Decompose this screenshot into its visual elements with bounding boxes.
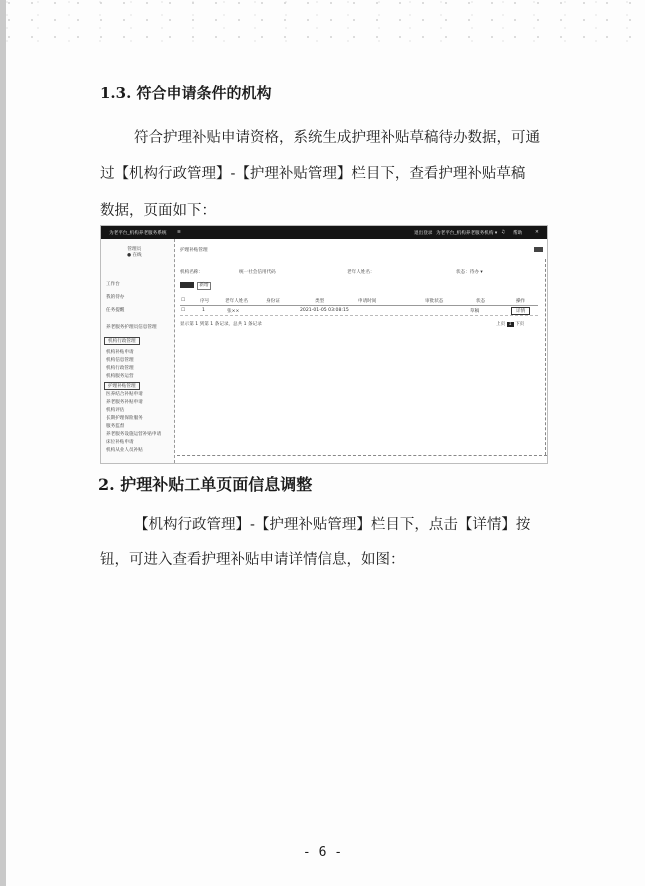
user-status: ● 在线 [127, 253, 142, 258]
sidebar-item-admin[interactable]: 机构行政管理 [104, 337, 140, 345]
sidebar-item-org-info[interactable]: 机构信息管理 [106, 358, 134, 363]
divider [545, 259, 546, 455]
header-seq: 序号 [200, 299, 210, 304]
sidebar-item-org-admin[interactable]: 机构行政管理 [106, 366, 134, 371]
help-link[interactable]: 帮助 [513, 231, 523, 236]
sidebar [101, 239, 175, 463]
sidebar-item-supervision[interactable]: 服务监督 [106, 424, 125, 429]
page-1-button[interactable]: 1 [508, 322, 512, 327]
row-checkbox[interactable]: ☐ [181, 308, 186, 313]
pagination [496, 321, 524, 327]
divider [177, 455, 547, 456]
next-page-button[interactable]: 下页 [515, 322, 525, 327]
toolbar-button[interactable] [534, 247, 543, 252]
filter-org-name: 机构名称： [180, 270, 203, 275]
paragraph-line: 符合护理补贴申请资格，系统生成护理补贴草稿待办数据，可通 [134, 130, 540, 146]
filter-elder-name: 老年人姓名： [347, 270, 375, 275]
header-status: 状态 [476, 299, 486, 304]
table-row [180, 307, 538, 316]
header-approval: 审批状态 [425, 299, 444, 304]
sidebar-item-reminder[interactable]: 任务提醒 [106, 308, 125, 313]
header-type: 类型 [315, 299, 325, 304]
main-panel [177, 239, 547, 463]
header-name: 老年人姓名 [225, 299, 248, 304]
prev-page-button[interactable]: 上页 [496, 322, 506, 327]
cell-status: 草稿 [470, 309, 480, 314]
sidebar-item-caregiver-info[interactable]: 养老服务护理员信息管理 [106, 325, 157, 330]
logout-link[interactable]: 退出登录 [414, 231, 433, 236]
app-topbar [101, 226, 547, 239]
app-title: 为老平台_机构养老服务系统 [109, 231, 167, 236]
sidebar-item-assessment[interactable]: 机构评估 [106, 408, 125, 413]
tab-nursing-subsidy[interactable]: 护理补贴管理 [180, 248, 208, 253]
sidebar-item-service-subsidy[interactable]: 养老服务补贴申请 [106, 400, 143, 405]
sidebar-item-subsidy-apply[interactable]: 机构补贴申请 [106, 350, 134, 355]
section-heading-1-3: 1.3. 符合申请条件的机构 [100, 84, 272, 102]
header-action: 操作 [516, 299, 526, 304]
sidebar-item-medical-subsidy[interactable]: 医养结合补贴申请 [106, 392, 143, 397]
close-icon[interactable]: ✕ [535, 230, 539, 235]
sidebar-item-todo[interactable]: 我的待办 [106, 295, 125, 300]
sidebar-item-staff-subsidy[interactable]: 机构从业人员补贴 [106, 448, 143, 453]
header-idcard: 身份证 [266, 299, 280, 304]
header-apply-time: 申请时间 [358, 299, 377, 304]
search-button[interactable] [180, 282, 194, 288]
paragraph-line: 数据，页面如下： [100, 203, 216, 219]
menu-icon[interactable]: ≡ [177, 230, 181, 235]
sidebar-item-facility-subsidy[interactable]: 养老服务设施运营补贴申请 [106, 432, 162, 437]
cell-name: 张×× [227, 309, 240, 314]
unit-selector[interactable]: 为老平台_机构养老服务机构 ▾ [436, 231, 498, 236]
sidebar-item-insurance[interactable]: 长期护理保险服务 [106, 416, 143, 421]
cell-seq: 1 [202, 308, 205, 313]
scan-left-edge [0, 0, 6, 886]
section-heading-2: 2. 护理补贴工单页面信息调整 [98, 475, 313, 494]
user-role: 管理员 [127, 247, 142, 252]
paragraph-line: 钮，可进入查看护理补贴申请详情信息，如图： [100, 552, 405, 568]
paragraph-line: 过【机构行政管理】-【护理补贴管理】栏目下，查看护理补贴草稿 [100, 166, 526, 182]
table-header [180, 297, 538, 306]
cell-created: 2021-01-05 03:08:15 [300, 308, 349, 313]
filter-credit-code[interactable]: 统一社会信用代码 [239, 270, 276, 275]
page-number: - 6 - [302, 845, 343, 860]
scan-noise [6, 0, 645, 48]
detail-button[interactable]: 详情 [511, 307, 530, 315]
add-button[interactable]: 新增 [197, 282, 211, 290]
user-info [127, 247, 142, 259]
sidebar-item-workbench[interactable]: 工作台 [106, 282, 120, 287]
select-all-checkbox[interactable]: ☐ [181, 298, 186, 303]
sidebar-item-nursing-subsidy[interactable]: 护理补贴管理 [104, 382, 140, 390]
notification-icon[interactable]: ♫ [501, 230, 506, 235]
filter-status-select[interactable]: 状态：待办 ▾ [456, 270, 483, 275]
paragraph-line: 【机构行政管理】-【护理补贴管理】栏目下，点击【详情】按 [134, 517, 531, 533]
sidebar-item-bed-subsidy[interactable]: 床位补贴申请 [106, 440, 134, 445]
sidebar-item-operation[interactable]: 机构服务运营 [106, 374, 134, 379]
pagination-info: 显示第 1 到第 1 条记录，总共 1 条记录 [180, 322, 262, 327]
embedded-screenshot [100, 225, 548, 464]
